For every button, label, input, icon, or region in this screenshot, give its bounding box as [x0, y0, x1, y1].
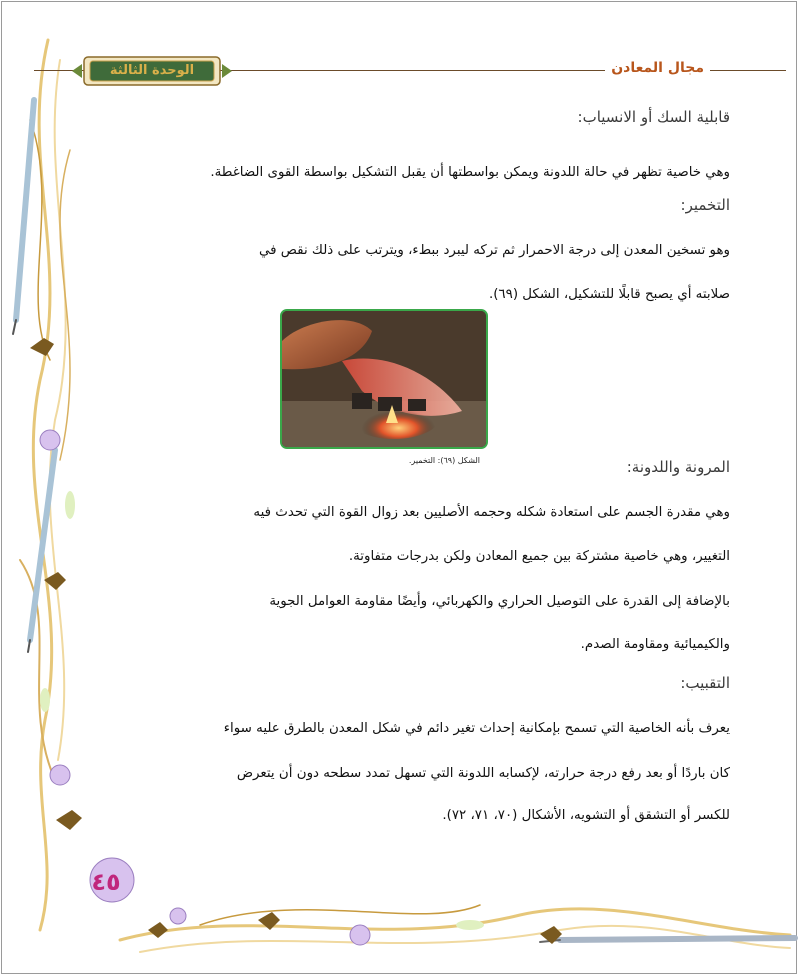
- unit-badge-label: الوحدة الثالثة: [109, 63, 195, 78]
- page-number: ٤٥: [91, 868, 121, 896]
- paragraph-properties-line1: بالإضافة إلى القدرة على التوصيل الحراري والكهربائي، وأيضًا مقاومة العوامل الجوية: [269, 594, 730, 609]
- section-heading-doming: التقبيب:: [680, 674, 730, 692]
- paragraph-doming-line2: كان باردًا أو بعد رفع درجة حرارته، لإكسابه اللدونة التي تسهل تمدد سطحه دون أن يتعرض: [236, 766, 730, 781]
- annealing-photo-illustration: [282, 311, 486, 447]
- paragraph-elasticity-line2: التغيير، وهي خاصية مشتركة بين جميع المعادن ولكن بدرجات متفاوتة.: [348, 549, 730, 564]
- figure-caption: الشكل (٦٩): التخمير.: [408, 456, 480, 465]
- paragraph-malleability: وهي خاصية تظهر في حالة اللدونة ويمكن بواسطتها أن يقبل التشكيل بواسطة القوى الضاغطة.: [210, 165, 730, 180]
- section-heading-malleability: قابلية السك أو الانسياب:: [577, 108, 730, 126]
- paragraph-properties-line2: والكيميائية ومقاومة الصدم.: [580, 637, 730, 652]
- paragraph-doming-line1: يعرف بأنه الخاصية التي تسمح بإمكانية إحداث تغير دائم في شكل المعدن بالطرق عليه سواء: [223, 721, 730, 736]
- section-heading-elasticity: المرونة واللدونة:: [626, 458, 730, 476]
- section-heading-annealing: التخمير:: [680, 196, 730, 214]
- paragraph-doming-line3: للكسر أو التشقق أو التشويه، الأشكال (٧٠، ٧١، ٧٢).: [442, 808, 730, 823]
- paragraph-annealing-line1: وهو تسخين المعدن إلى درجة الاحمرار ثم تركه ليبرد ببطء، ويترتب على ذلك نقص في: [258, 243, 730, 258]
- paragraph-elasticity-line1: وهي مقدرة الجسم على استعادة شكله وحجمه الأصليين بعد زوال القوة التي تحدث فيه: [253, 505, 730, 520]
- figure-annealing-photo: [280, 309, 488, 449]
- field-title: مجال المعادن: [605, 60, 710, 76]
- paragraph-annealing-line2: صلابته أي يصبح قابلًا للتشكيل، الشكل (٦٩).: [488, 287, 730, 302]
